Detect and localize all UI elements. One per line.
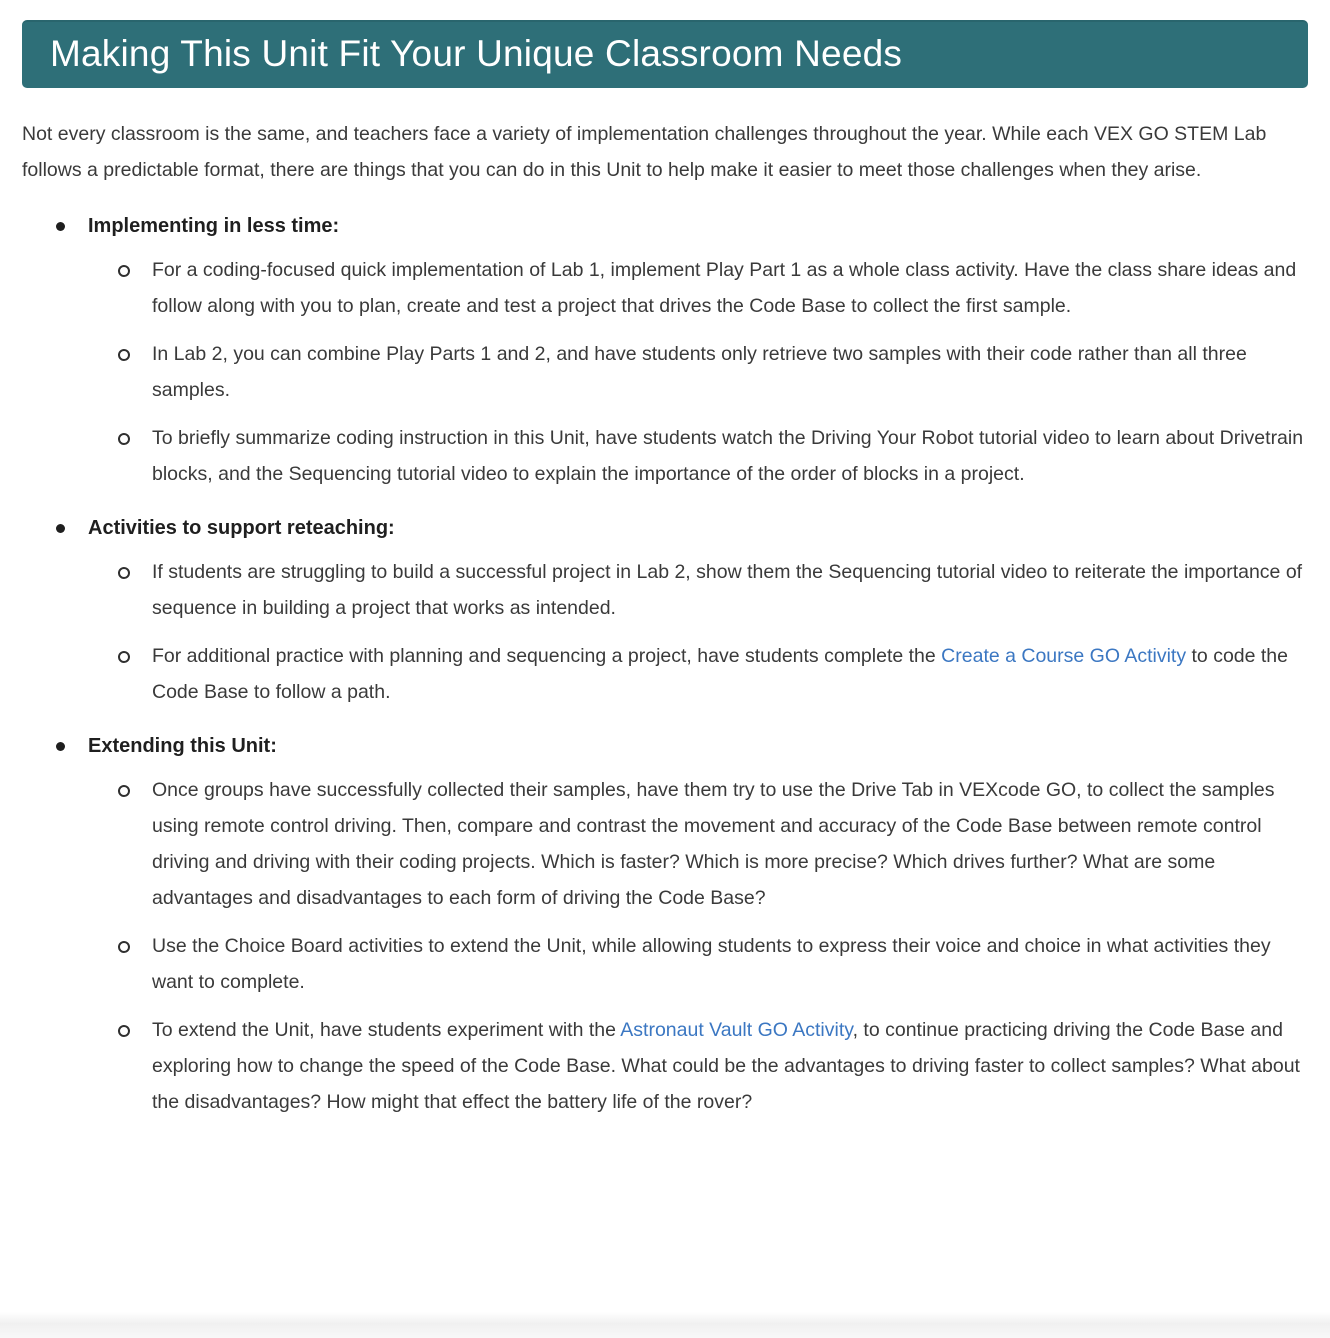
astronaut-vault-go-activity-link[interactable]: Astronaut Vault GO Activity [620, 1018, 853, 1041]
list-item-text: For a coding-focused quick implementation of Lab 1, implement Play Part 1 as a whole class activity. Have the class share ideas and follow along with you to plan, create and test a project that drives the Code Base to collect the first sample. [152, 258, 1297, 317]
page-title: Making This Unit Fit Your Unique Classroom Needs [50, 33, 903, 74]
section-heading-label: Activities to support reteaching: [88, 516, 395, 539]
list-item-text: For additional practice with planning and sequencing a project, have students complete the [152, 644, 942, 667]
sub-list [22, 252, 1308, 492]
list-item-text: To extend the Unit, have students experiment with the [152, 1018, 621, 1041]
circle-bullet-icon [118, 349, 130, 361]
section-reteaching [22, 510, 1308, 710]
circle-bullet-icon [118, 265, 130, 277]
section-heading [22, 728, 1308, 764]
create-a-course-go-activity-link[interactable]: Create a Course GO Activity [941, 644, 1187, 667]
bullet-disc-icon [56, 222, 65, 231]
section-heading-label: Extending this Unit: [88, 734, 277, 757]
list-item [22, 420, 1308, 492]
list-item-text: If students are struggling to build a successful project in Lab 2, show them the Sequencing tutorial video to reiterate the importance of sequence in building a project that works as intended. [152, 560, 1303, 619]
intro-paragraph: Not every classroom is the same, and teachers face a variety of implementation challenges throughout the year. While each VEX GO STEM Lab follows a predictable format, there are things that you can do in this Unit to help make it easier to meet those challenges when they arise. [22, 123, 1267, 181]
list-item-text: In Lab 2, you can combine Play Parts 1 and 2, and have students only retrieve two samples with their code rather than all three samples. [152, 342, 1247, 401]
list-item [22, 928, 1308, 1000]
list-item-text: Use the Choice Board activities to extend the Unit, while allowing students to express their voice and choice in what activities they want to complete. [152, 934, 1271, 993]
circle-bullet-icon [118, 1025, 130, 1037]
list-item-text: Once groups have successfully collected their samples, have them try to use the Drive Tab in VEXcode GO, to collect the samples using remote control driving. Then, compare and contrast the movement and accuracy of the Code Base between remote control driving and driving with their coding projects. Which is faster? Which is more precise? Which drives further? What are some advantages and disadvantages to each form of driving the Code Base? [152, 778, 1275, 909]
list-item [22, 336, 1308, 408]
circle-bullet-icon [118, 567, 130, 579]
section-extending [22, 728, 1308, 1120]
sub-list [22, 554, 1308, 710]
circle-bullet-icon [118, 941, 130, 953]
list-item-text: To briefly summarize coding instruction in this Unit, have students watch the Driving Your Robot tutorial video to learn about Drivetrain blocks, and the Sequencing tutorial video to explain the importance of the order of blocks in a project. [152, 426, 1304, 485]
section-title-bar [22, 20, 1308, 88]
section-heading-label: Implementing in less time: [88, 214, 340, 237]
circle-bullet-icon [118, 651, 130, 663]
page-bottom-divider [0, 1312, 1330, 1338]
list-item [22, 1012, 1308, 1120]
sub-list [22, 772, 1308, 1120]
section-heading [22, 208, 1308, 244]
list-item [22, 638, 1308, 710]
list-item-text: , to continue practicing driving the Code Base and exploring how to change the speed of the Code Base. What could be the advantages to driving faster to collect samples? What about the disadvantages? How might that effect the battery life of the rover? [152, 1018, 1300, 1113]
section-implementing [22, 208, 1308, 492]
list-item [22, 554, 1308, 626]
list-item [22, 252, 1308, 324]
list-item [22, 772, 1308, 916]
list-item-text: to code the Code Base to follow a path. [152, 644, 1289, 703]
circle-bullet-icon [118, 785, 130, 797]
circle-bullet-icon [118, 433, 130, 445]
bullet-disc-icon [56, 524, 65, 533]
bullet-disc-icon [56, 742, 65, 751]
section-heading [22, 510, 1308, 546]
